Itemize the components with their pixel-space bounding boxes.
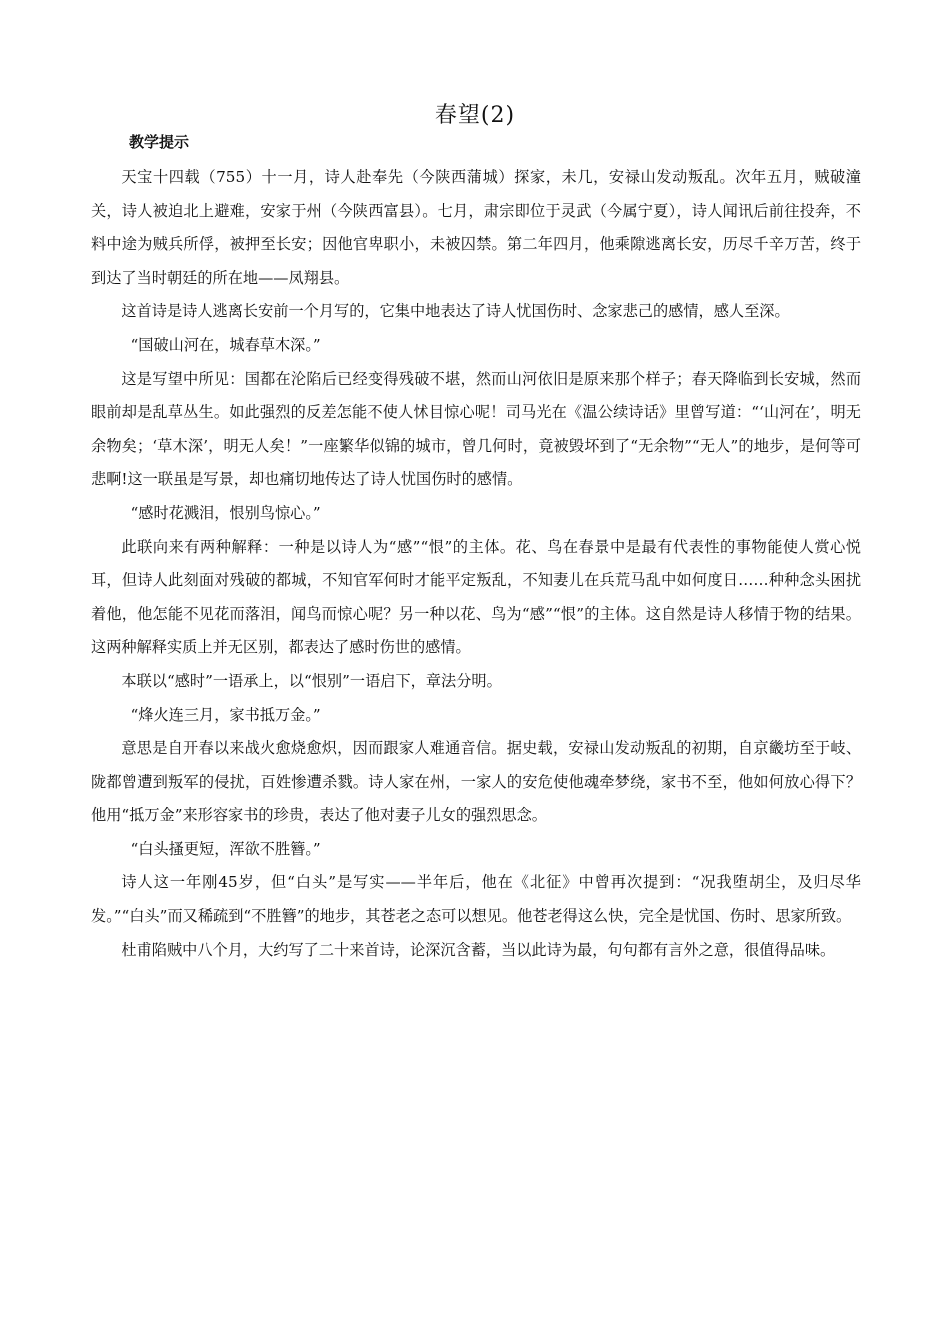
paragraph-structure-note: 本联以“感时”一语承上，以“恨别”一语启下，章法分明。 [121, 671, 502, 690]
paragraph-commentary-4: 诗人这一年刚45岁，但“白头”是写实——半年后，他在《北征》中曾再次提到：“况我堕胡尘，及归尽华发。”“白头”而又稀疏到“不胜簪”的地步，其苍老之态可以想见。他苍老得这么快，完全是忧国、伤时、思家所致。 [91, 873, 861, 926]
paragraph-commentary-1: 这是写望中所见：国都在沦陷后已经变得残破不堪，然而山河依旧是原来那个样子；春天降临到长安城，然而眼前却是乱草丛生。如此强烈的反差怎能不使人怵目惊心呢！司马光在《温公续诗话》里曾写道：“‘山河在’，明无余物矣；‘草木深’，明无人矣！”一座繁华似锦的城市，曾几何时，竟被毁坏到了“无余物”“无人”的地步，是何等可悲啊!这一联虽是写景，却也痛切地传达了诗人忧国伤时的感情。 [91, 369, 861, 489]
quote-line-2: “感时花溅泪，恨别鸟惊心。” [130, 503, 321, 522]
quote-line-3: “烽火连三月，家书抵万金。” [130, 705, 321, 724]
section-heading: 教学提示 [129, 133, 190, 151]
paragraph-commentary-2: 此联向来有两种解释：一种是以诗人为“感”“恨”的主体。花、鸟在春景中是最有代表性的事物能使人赏心悦耳，但诗人此刻面对残破的都城，不知官军何时才能平定叛乱，不知妻儿在兵荒马乱中如何度日……种种念头困扰着他，他怎能不见花而落泪，闻鸟而惊心呢？另一种以花、鸟为“感”“恨”的主体。这自然是诗人移情于物的结果。这两种解释实质上并无区别，都表达了感时伤世的感情。 [91, 537, 861, 657]
paragraph-background: 天宝十四载（755）十一月，诗人赴奉先（今陕西蒲城）探家，未几，安禄山发动叛乱。次年五月，贼破潼关，诗人被迫北上避难，安家于州（今陕西富县）。七月，肃宗即位于灵武（今属宁夏），诗人闻讯后前往投奔，不料中途为贼兵所俘，被押至长安；因他官卑职小，未被囚禁。第二年四月，他乘隙逃离长安，历尽千辛万苦，终于到达了当时朝廷的所在地——凤翔县。 [91, 168, 861, 287]
page-title: 春望(2) [434, 103, 516, 128]
document-body [91, 161, 861, 967]
paragraph-conclusion: 杜甫陷贼中八个月，大约写了二十来首诗，论深沉含蓄，当以此诗为最，句句都有言外之意，很值得品味。 [121, 940, 836, 959]
paragraph-commentary-3: 意思是自开春以来战火愈烧愈炽，因而跟家人难通音信。据史载，安禄山发动叛乱的初期，自京畿坊至于岐、陇都曾遭到叛军的侵扰，百姓惨遭杀戮。诗人家在州，一家人的安危使他魂牵梦绕，家书不至，他如何放心得下？他用“抵万金”来形容家书的珍贵，表达了他对妻子儿女的强烈思念。 [91, 739, 861, 825]
paragraph-summary: 这首诗是诗人逃离长安前一个月写的，它集中地表达了诗人忧国伤时、念家悲己的感情，感人至深。 [121, 302, 790, 321]
quote-line-1: “国破山河在，城春草木深。” [130, 335, 321, 354]
quote-line-4: “白头搔更短，浑欲不胜簪。” [130, 839, 321, 858]
